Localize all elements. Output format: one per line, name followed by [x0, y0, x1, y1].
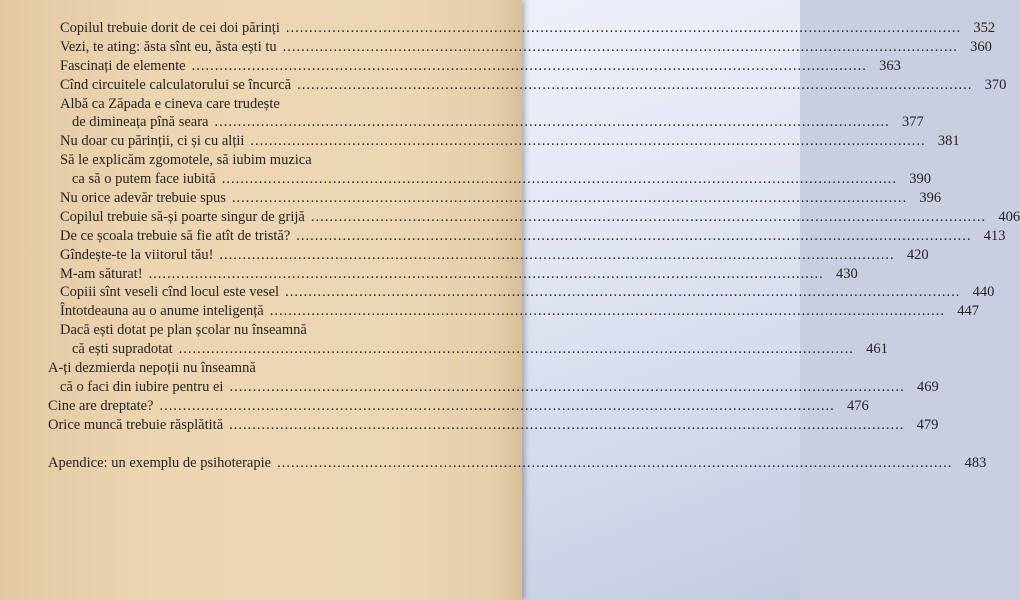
toc-entry-title: Copiii sînt veseli cînd locul este vesel [60, 284, 280, 301]
toc-entry [48, 246, 929, 266]
toc-entry [48, 76, 1007, 96]
toc-entry-title-line1: A-ți dezmierda nepoții nu înseamnă [48, 360, 256, 377]
toc-entry-page: 461 [866, 341, 888, 358]
leader-dots [250, 133, 925, 150]
leader-dots [219, 247, 894, 264]
appendix-page: 483 [964, 454, 987, 471]
toc-entry-title-line1: Albă ca Zăpada e cineva care trudește [60, 95, 280, 112]
toc-entry-page: 370 [984, 76, 1007, 93]
toc-entry [48, 227, 1006, 247]
toc-entry-title: Întotdeauna au o anume inteligență [60, 303, 264, 320]
toc-entry-page: 420 [906, 246, 929, 263]
toc-entry-title: Cînd circuitele calculatorului se încurcă [60, 76, 292, 93]
leader-dots [149, 266, 824, 283]
toc-entry-title: că o faci din iubire pentru ei [60, 378, 224, 395]
toc-entry-appendix [48, 454, 987, 474]
leader-dots [283, 39, 958, 56]
leader-dots [270, 303, 945, 320]
table-of-contents [48, 20, 1020, 473]
leader-dots [286, 20, 961, 37]
toc-entry-page: 360 [970, 38, 992, 55]
toc-entry-page: 476 [846, 397, 869, 414]
toc-entry-page: 469 [916, 378, 939, 395]
toc-entry [48, 284, 995, 303]
toc-entry [48, 378, 939, 398]
toc-entry-title: Vezi, te ating: ăsta sînt eu, ăsta ești tu [60, 38, 277, 55]
toc-entry [48, 133, 960, 152]
toc-entry-page: 381 [937, 133, 960, 150]
toc-entry-first-line [48, 152, 468, 171]
toc-entry [48, 57, 901, 77]
toc-entry [48, 397, 869, 417]
leader-dots [296, 228, 971, 245]
toc-entry-page: 390 [909, 171, 931, 188]
leader-dots [214, 114, 889, 131]
toc-entry-title: Copilul trebuie dorit de cei doi părinți [60, 20, 280, 36]
toc-entry-page: 479 [916, 416, 939, 433]
toc-entry [48, 171, 931, 190]
toc-entry [48, 303, 979, 322]
leader-dots [229, 379, 904, 396]
leader-dots [179, 341, 854, 358]
toc-entry-title: M-am săturat! [60, 265, 143, 282]
toc-entry-title: Fascinați de elemente [60, 57, 186, 74]
toc-entry-title-line1: Să le explicăm zgomotele, să iubim muzica [60, 152, 312, 169]
toc-entry-page: 352 [973, 20, 996, 36]
toc-entry-title-line1: Dacă ești dotat pe plan școlar nu înseamnă [60, 322, 307, 339]
toc-entry-page: 396 [919, 190, 942, 207]
leader-dots [285, 284, 960, 301]
leader-dots [277, 455, 952, 472]
toc-entry [48, 38, 992, 58]
toc-entry-page: 413 [983, 227, 1006, 244]
toc-entry-page: 440 [972, 284, 995, 301]
toc-entry [48, 114, 924, 133]
toc-entry-title: Nu doar cu părinții, ci și cu alții [60, 133, 245, 150]
toc-entry-page: 430 [836, 265, 858, 282]
toc-entry-page: 377 [901, 114, 924, 131]
toc-entry [48, 341, 888, 360]
toc-entry-page: 406 [998, 208, 1020, 225]
leader-dots [232, 190, 907, 207]
leader-dots [222, 171, 897, 188]
toc-entry-title: Cine are dreptate? [48, 397, 154, 414]
toc-entry [48, 20, 996, 39]
toc-entry-page: 447 [957, 303, 979, 320]
toc-entry-title: Nu orice adevăr trebuie spus [60, 190, 226, 207]
toc-entry-first-line [48, 322, 468, 341]
toc-entry-title: Gîndește-te la viitorul tău! [60, 246, 214, 263]
appendix-title: Apendice: un exemplu de psihoterapie [48, 454, 272, 471]
toc-entry-page: 363 [879, 57, 901, 74]
toc-entry-title: Orice muncă trebuie răsplătită [48, 416, 224, 433]
leader-dots [159, 398, 834, 415]
toc-entry-first-line [48, 96, 468, 115]
toc-entry [48, 208, 1020, 228]
toc-entry [48, 190, 942, 209]
leader-dots [229, 417, 904, 434]
toc-entry-first-line [48, 360, 468, 379]
toc-entry [48, 265, 858, 285]
leader-dots [297, 77, 972, 94]
toc-entry [48, 416, 939, 436]
toc-entry-title: De ce școala trebuie să fie atît de tristă? [60, 227, 291, 244]
toc-entry-title: ca să o putem face iubită [72, 171, 216, 188]
toc-entry-title: că ești supradotat [72, 341, 173, 358]
toc-entry-title: Copilul trebuie să-și poarte singur de grijă [60, 208, 305, 225]
toc-entry-title: de dimineața pînă seara [72, 114, 209, 131]
leader-dots [311, 209, 986, 226]
leader-dots [192, 58, 867, 75]
